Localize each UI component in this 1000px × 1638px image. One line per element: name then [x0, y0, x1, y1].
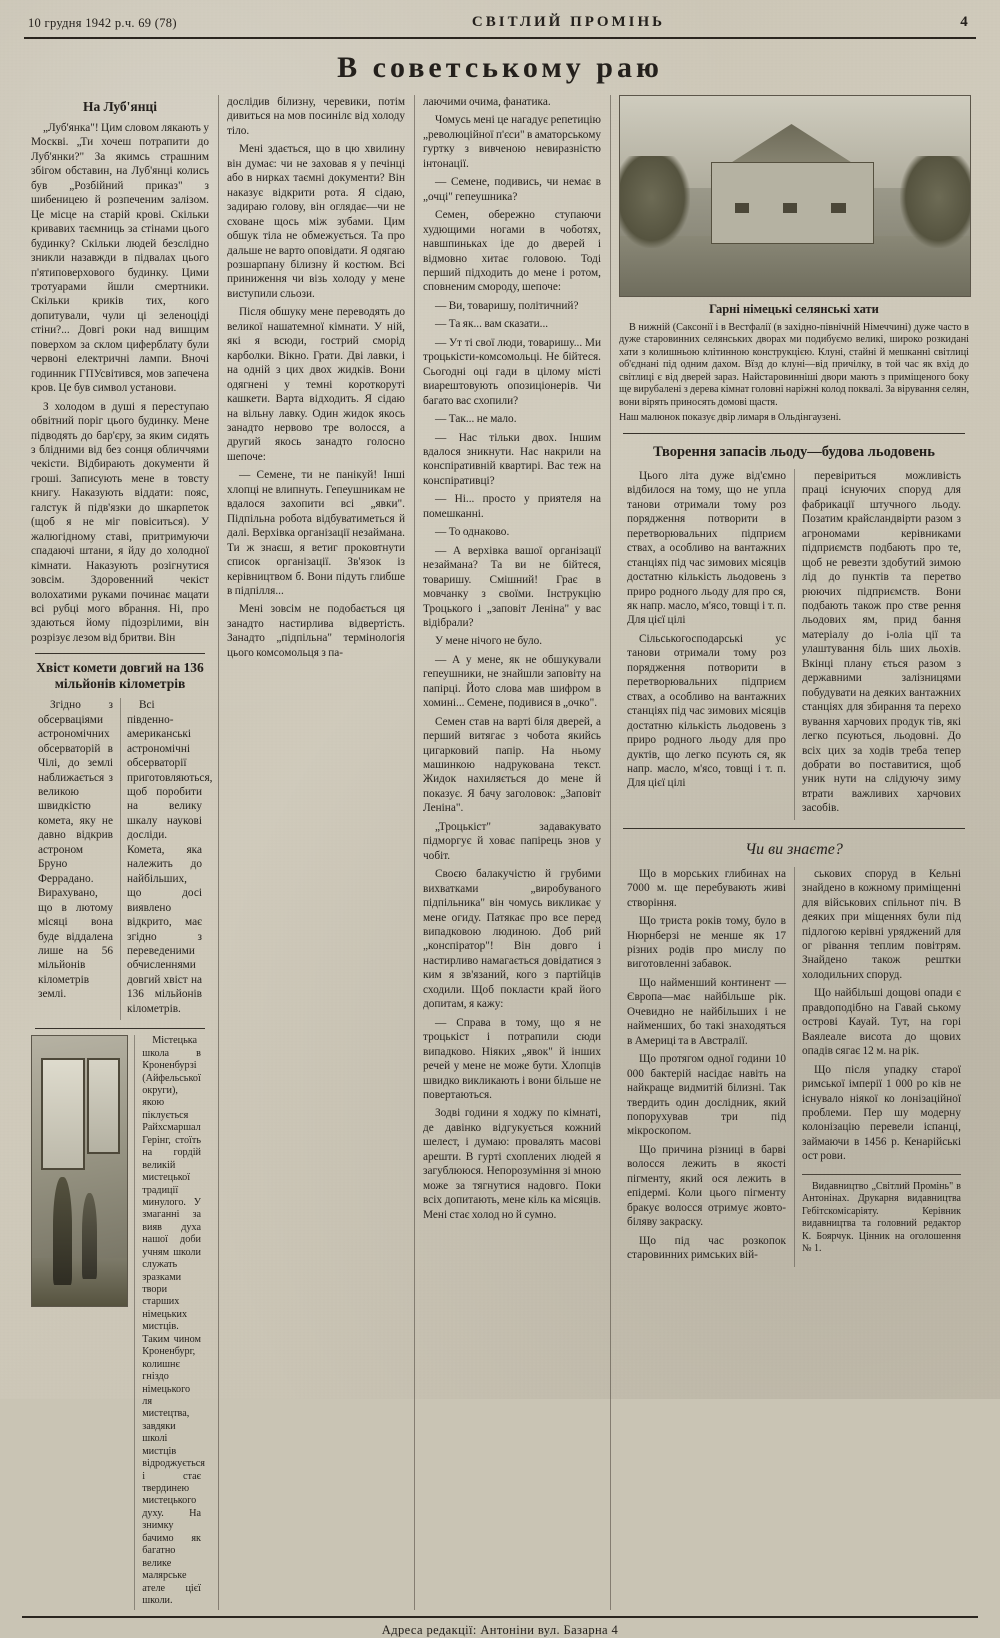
paragraph: ськових споруд в Кельні знайдено в кожному приміщенні для військових спільнот піч. В деяких при міщеннях були під підлогою керівні уряджений для ог рівання теплим повітрям. Знайдено також рештки холодильних споруд.	[802, 867, 961, 981]
section-divider	[35, 653, 205, 654]
ice-col-right	[794, 469, 969, 820]
section-divider	[623, 828, 965, 829]
paragraph: Що після упадку старої римської імперії 1 000 ро ків не існувало ніякої ко лонізаційної проблеми. Пер шу модерну колонізацію перевели іспанці, займаючи в 1456 р. Кенарійські ост рови.	[802, 1063, 961, 1163]
paper-title: СВІТЛИЙ ПРОМІНЬ	[471, 14, 666, 30]
art-school-photo-wrap	[31, 1035, 134, 1610]
comet-col-right	[120, 698, 213, 1020]
paragraph: дослідив білизну, черевики, потім дивиться на мов посинілє від холоду тіло.	[227, 96, 405, 137]
paragraph: Що триста років тому, було в Нюрнберзі не менше як 17 різних родів про мислу по виготовленні забавок.	[627, 915, 786, 971]
photo-tree-shape-right	[900, 156, 971, 248]
didyouknow-body	[619, 867, 969, 1267]
paragraph: — Нас тільки двох. Іншим вдалося зникнути. Нас накрили на конспіративній квартирі. Вас теж на конспіративці?	[423, 431, 601, 487]
photo-window-shape-2	[87, 1058, 120, 1154]
comet-body	[31, 698, 213, 1020]
column-grid	[22, 95, 978, 1610]
article-title-didyouknow: Чи ви знаєте?	[745, 840, 843, 858]
photo-figure-shape-2	[82, 1193, 97, 1279]
art-school-photo	[31, 1035, 128, 1307]
footer-address: Адреса редакції: Антоніни вул. Базарна 4	[22, 1616, 978, 1638]
farmhouse-caption: Гарні німецькі селянські хати	[709, 302, 879, 316]
paragraph: перевіриться можливість праці існуючих споруд для фабрикації штучного льоду. Позатим крайсландвірти разом з агрономами керівниками підприємств подбають про те, щоб не ревезти здобутий зимою лід до пунктів та перетво рюючих підприємств. Вони подбають також про стве рення льодових ям, прид бання матеріалу до і-оліа ції та улаштування біль ших льохів. Вкінці плану ється разом з державними залізницями побудувати на деяких вантажних станціях для збирання та перехо вування харчових продук тів, які легко псуються, льодовні. До всіх цих за ходів треба тепер добрати во поставитися, щоб уник нути на слідуючу зиму втрати важливих харчових засобів.	[802, 469, 961, 815]
farmhouse-photo	[619, 95, 971, 297]
paragraph: Згідно з обсерваціями астрономічних обсерваторій в Чілі, до землі наближається з великою швидкістю комета, яку не давно відкрив астроном Бруно Феррадано. Вирахувано, що в лютому місяці вона буде віддалена лише на 56 мільйонів кілометрів землі.	[38, 699, 113, 1001]
article-title-comet: Хвіст комети довгий на 136 мільйонів кілометрів	[36, 660, 204, 692]
photo-window-shape	[41, 1058, 85, 1170]
paragraph: „Троцькіст" задавакувато підморгує й ховає папірець знов у чобіт.	[423, 820, 601, 862]
art-school-caption-wrap	[134, 1035, 209, 1610]
paragraph: З холодом в душі я переступаю обвітний поріг цього будинку. Мене підводять до бар'єру, за яким сидять з блідними від без сонця обличчями чекісти. Відбирають документи й гроші. Записують мене в товсту книгу. Наказують віддати: пояс, галстук й підв'язки до шкарпеток (щоб я не міг повіситься). У жалюгідному ставі, притримуючи спадаючі штани, я йду до холодної кімнати. Наказують розігнутися зовсім. Здоровенний чекіст волохатими руками починає мацати всі рубці мого вбрання. Ні, про здаються йому підозрілими, він розрізує лезом від бритви. Він	[31, 400, 209, 644]
paragraph: Семен став на варті біля дверей, а перший витягає з чобота якийсь цигарковий папір. На ньому машинкою надрукована текст. Жидок нахиляється до мене й показує. Я бачу заголовок: „Заповіт Леніна".	[423, 715, 601, 815]
paragraph: Що причина різниці в барві волосся лежить в якості пігменту, який ося лежить в епідермі. Коли цього пігменту бракує волосся отримує жовто-біляву закраску.	[627, 1143, 786, 1229]
page-number: 4	[960, 14, 968, 30]
paragraph: Цього літа дуже від'ємно відбилося на тому, що не упла танови отримали тому роз порядження потворити в перетворювальних підприєм ствах, а особливо на вантажних станціях під час зимових місяців достатню кількість льодовень з приро родного льоду для про ся, як напр. масло, м'ясо, товщі і т. п. Для цієї цілі	[627, 469, 786, 627]
paragraph: — Ні... просто у приятеля на помешканні.	[423, 493, 601, 520]
paragraph: — То однаково.	[435, 526, 510, 539]
photo-window-c	[831, 203, 845, 213]
paragraph: Мені здається, що в цю хвилину він думає: чи не заховав я у печінці або в нирках таємні документи? Він наказує відкрити рота. Я сідаю, задираю голову, він оглядає—чи не сховане щось між зубами. Цим обшук тіла не обмежується. Та про дальше не варто оповідати. Я одягаю розшарпану білизну й костюм. Всі приниження чи візь холоду у мене виступили сльози.	[227, 143, 405, 300]
column-1	[22, 95, 218, 1610]
section-divider	[623, 433, 965, 434]
paragraph: Мені зовсім не подобається ця занадто настирлива відвертість. Занадто „підпільна" термінологія цього комсомольця з па-	[227, 603, 405, 659]
didyouknow-col-left	[619, 867, 794, 1267]
imprint-block: Видавництво „Світлий Промінь" в Антонінах. Друкарня видавництва Гебітскомісаріяту. Керівник видавництва та головний редактор К. Боярчук. Цінник на оголошення № 1.	[802, 1174, 961, 1256]
photo-house-shape	[711, 162, 874, 244]
paragraph: — Так... не мало.	[435, 413, 517, 426]
section-divider	[35, 1028, 205, 1029]
paragraph: Зодві години я ходжу по кімнаті, де давінко відгукується кожний шелест, і думаю: провалять масові арешти. В гурті схоплених людей я загублююся. Непорозуміння зі мною може за тягнутися надовго. Поки всіх допитають, мене кіль ка місяців. Мені стає холод но й сумно.	[423, 1107, 601, 1221]
paragraph: Після обшуку мене переводять до великої нашатемної кімнати. У ній, які я всюди, гострий сморід карболки. Вікно. Грати. Дві лавки, і на одній з цих двох жидків. Вони одягнені у темні короткоруті кашкети. Варта відходить. Я сідаю на вільну лавку. Один жидок якось занадто нервово тре волосся, а другий якось занадто голосно шепоче:	[227, 306, 405, 463]
masthead-rule	[24, 37, 976, 39]
article-title-ice: Творення запасів льоду—будова льодовень	[653, 443, 935, 460]
paragraph: — Справа в тому, що я не троцькіст і потрапили сюди випадково. Ніяких „явок" й інших речей у мене не може бути. Хлопців швидко викликають і вони більше не повертаються.	[423, 1016, 601, 1101]
paragraph: Семен, обережно ступаючи худющими ногами в чоботях, навшпиньках іде до дверей і відмовно хитає головою. Тоді перший підходить до мене і ротом, сповненим смороду, шепоче:	[423, 209, 601, 294]
photo-window-a	[735, 203, 749, 213]
masthead	[22, 14, 978, 35]
paragraph: Що протягом одної години 10 000 бактерій насідає навіть на найкраще видмитій білизні. Так твердить один дослідник, який попорухував три під мікроскопом.	[627, 1053, 786, 1138]
photo-tree-shape-left	[619, 156, 690, 248]
paragraph: Своєю балакучістю й грубими вихватками „виробуваного підпільника" він чомусь викликає у мене огиду. Патякає про все перед випадковою людиною. Доб рий „конспіратор"! Він довго і настирливо намагається довідатися з ким я зв'язаний, кого з партійців сходили. Щоб покласти край його допитам, я кажу:	[423, 868, 601, 1011]
ice-col-left	[619, 469, 794, 820]
column-4	[610, 95, 978, 1610]
paragraph: — Ви, товаришу, політичний?	[435, 299, 579, 312]
paragraph: Що найменший континент —Європа—має найбільше рік. Очевидно не найбільших і не найменших, бо такі знаходяться в Америці та в Австралії.	[627, 976, 786, 1047]
paragraph: Сільськогосподарські ус танови отримали тому роз порядження потворити в перетворювальних підприєм ствах, а особливо на вантажних станціях під час зимових місяців достатню кількість льодовень з приро родного льоду для про дуктів, що легко псують ся, як напр. масло, м'ясо, товщі і т. п. Для цієї цілі	[627, 632, 786, 790]
paragraph: Чомусь мені це нагадує репетицію „революційної п'єси" в аматорському гуртку з вивченою невиразністю інтонації.	[423, 114, 601, 170]
paragraph: — А верхівка вашої організації незаймана? Та ви не бійтеся, товаришу. Смішний! Грає в мовчанку з своїми. Інструкцію Троцького і „заповіт Леніна" у вас відібрали?	[423, 544, 601, 629]
paragraph: Що в морських глибинах на 7000 м. ще перебувають живі створіння.	[627, 867, 786, 909]
paragraph: — А у мене, як не обшукували гепеушники, не знайшли заповіту на папірці. Йото слова мав шифром в хомині... Семене, подивися в „очко".	[423, 653, 601, 710]
issue-line: 10 грудня 1942 р.ч. 69 (78)	[28, 16, 177, 30]
art-school-caption: Містецька школа в Кроненбурзі (Айфельської округи), якою піклується Райхсмаршал Герінг, стоїть на гордій великій мистецької традиції минулого. У змаганні за вияв духа нашої доби учням школи служать зразками твори старших німецьких мистців. Таким чином Кроненбург, колишнє гніздо німецького ля мистецтва, завдяки школі мистців відроджується і стає твердинею мистецького духу. На знимку бачимо як багатно велике малярське ателе цієї школи.	[142, 1035, 205, 1606]
farmhouse-note: Наш малюнок показує двір лимаря в Ольдінгаузені.	[619, 412, 842, 424]
column-2	[218, 95, 414, 1610]
photo-window-b	[783, 203, 797, 213]
paragraph: — Семене, подивись, чи немає в „очці" гепеушника?	[423, 176, 601, 203]
photo-floor-shape	[32, 1258, 127, 1307]
paragraph: лаючими очима, фанатика.	[423, 96, 551, 108]
main-headline: В советському раю	[337, 51, 663, 84]
paragraph: — Семене, ти не панікуй! Інші хлопці не влипнуть. Гепеушникам не вдалося захопити всі „явки". Підпільна робота відбуватиметься й далі. Верхівка організації незаймана. Ти ж знаєш, я ветиг проковтнути список організації. Зв'язок із керівництвом б. Вони підуть глибше в підпілля...	[227, 469, 405, 597]
paragraph: Що під час розкопок старовинних римських вій-	[627, 1234, 786, 1262]
paragraph: — Ут ті свої люди, товаришу... Ми троцькісти-комсомольці. Не бійтеся. Сьогодні оці гади в цілому місті виарештовують опозиціонерів. Чи багато вас схопили?	[423, 336, 601, 407]
ice-body	[619, 469, 969, 820]
paragraph: Що найбільші дощові опади є правдоподібно на Гавай ському острові Кауай. Тут, на горі Ваялеале висота до щових опадів сягає 12 м. на рік.	[802, 987, 961, 1058]
paragraph: Всі південно-американські астрономічні обсерваторії приготовляються, щоб поробити на велику шкалу наукові досліди. Комета, яка належить до найбільших, що досі виявлено відкрито, має згідно з переведеними обчисленнями довгий хвіст на 136 мільйонів кілометрів.	[127, 699, 213, 1015]
comet-col-left	[31, 698, 120, 1020]
photo-figure-shape	[53, 1177, 72, 1285]
paragraph: У мене нічого не було.	[435, 635, 543, 648]
column-3	[414, 95, 610, 1610]
art-school-block	[31, 1035, 209, 1610]
paragraph: — Та як... вам сказати...	[435, 318, 549, 331]
paragraph: „Луб'янка"! Цим словом лякають у Москві. „Ти хочеш потрапити до Луб'янки?" За якимсь страшним збігом обставин, на Луб'янці колись був „Розбійний приказ" з шибеницею й розпеченим залізом. Це місце на старій крові. Скільки кривавих таємниць за стінами цього будинку? Скільки людей безслідно зникли назавжди в підвалах цього п'ятиповерхового будинку. Цими тротуарами йшли смертники. Скільки криків тих, кого допитували, чули ці зеленоціді стіни?... Довгі роки над вишцим поверхом за склом циферблату були червоні електричні лампи. Вночі годинник ГПУсвітився, мов запечена кров. Це був символ установи.	[31, 122, 210, 395]
farmhouse-body: В нижній (Саксонії і в Вестфалії (в західно-північній Німеччині) дуже часто в дуже старовинних селянських дворах ми подибуємо великі, широко розкидані хати з колишньою клітинною конструкцією. Клуні, стайні й мешканні світлиці об'єднані під одним дахом. Вїзд до клуні—від причілку, в той час як вхід до світлиці є від дверей зараз. Найстаровинніші двори мають з приміщеного боку ще вирубалені з дерева кімнат головні наріжні колод поквалі. За вірування селян, вони вірять приносять домові щастя.	[619, 322, 969, 408]
didyouknow-col-right	[794, 867, 969, 1267]
article-title-lubyanka: На Луб'янці	[82, 99, 158, 114]
